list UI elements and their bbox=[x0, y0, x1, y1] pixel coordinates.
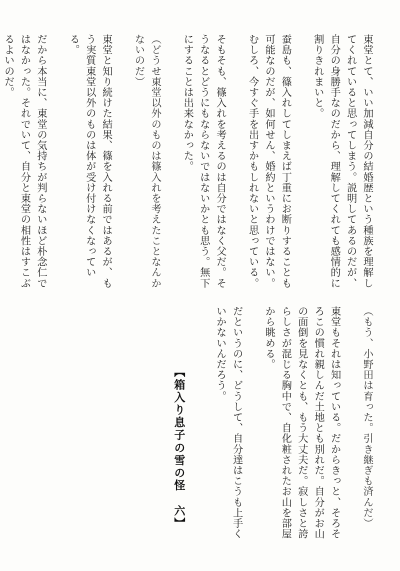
paragraph: 東堂と知り続けた結果、篠を入れる前ではあるが、もう実質東堂以外のものは体が受け付けなくなっている。 bbox=[67, 34, 112, 289]
paragraph: そもそも、篠入れを考えるのは自分ではなく父だ。そうなるとどうにもならないではないかとも思う。無下にすることは出来なかった。 bbox=[181, 34, 226, 289]
paragraph: 東堂もそれは知っている。だからきっと、そろそろこの慣れ親しんだ土地とも別れだ。自分がお山の面倒を見なくとも、もう大丈夫だ。寂しさと誇らしさが混じる胸中で、自化粧されたお山を部屋から眺める。 bbox=[262, 306, 340, 540]
inner-thought: （どうせ東堂以外のものは篠入れを考えたことなんかないのだ） bbox=[132, 34, 160, 289]
paragraph: 蚕島も、篠入れしてしまえば丁重にお断りすることも可能なのだが、如何せん、婚約というわけではない。むしろ、今すぐ手を出すかもしれないと思っている。 bbox=[246, 34, 291, 289]
paragraph: 東堂とて、いい加減自分の結婚歴という種族を理解してくれていると思ってしまう。説明してあるのだが、自分の身勝手なのだから、理解してくれても感情的に割りきれまいと。 bbox=[311, 34, 372, 289]
chapter-heading: 【箱入り息子の雪の怪 六】 bbox=[172, 366, 186, 530]
paragraph: だから本当に、東堂の気持ちが判らないほど朴念仁ではなかった。それでいて、自分と東堂の相性はすこぶるよいのだ。 bbox=[2, 34, 46, 289]
top-text-block bbox=[0, 34, 374, 296]
paragraph: だというのに、どうして、自分達はこうも上手くいかないんだろう。 bbox=[214, 306, 242, 540]
bottom-text-block bbox=[171, 306, 374, 542]
inner-thought: （もう、小野田は育った。引き継ぎも済んだ） bbox=[361, 306, 372, 529]
